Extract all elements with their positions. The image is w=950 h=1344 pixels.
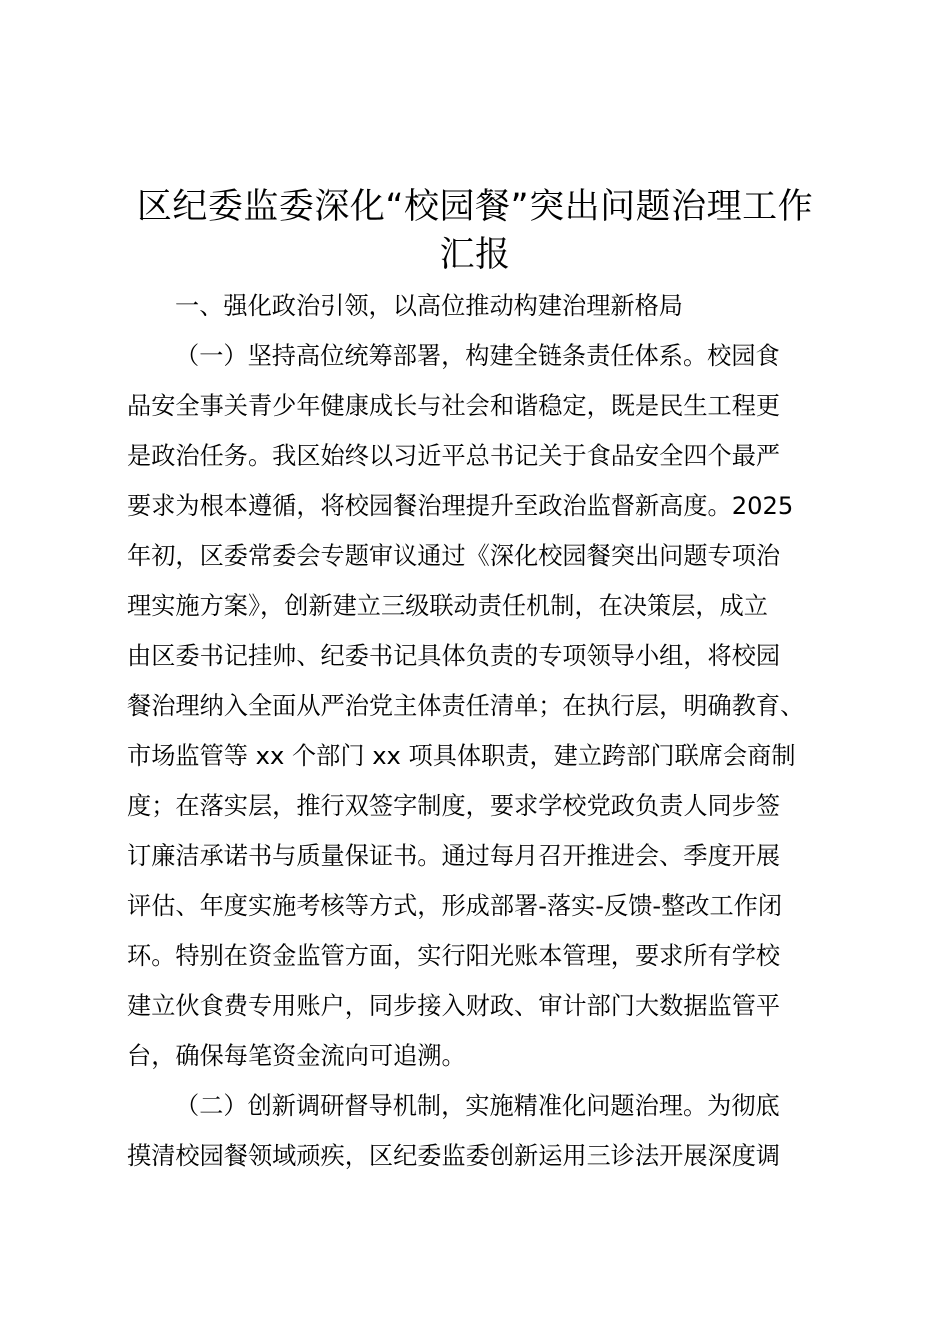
document-title: [118, 183, 832, 279]
paragraph-line: 品安全事关青少年健康成长与社会和谐稳定，既是民生工程更: [127, 392, 781, 420]
paragraph-line: 由区委书记挂帅、纪委书记具体负责的专项领导小组，将校园: [127, 642, 781, 670]
paragraph-line: 要求为根本遵循，将校园餐治理提升至政治监督新高度。2025: [127, 492, 794, 520]
paragraph-line: 订廉洁承诺书与质量保证书。通过每月召开推进会、季度开展: [127, 842, 781, 870]
paragraph-line: 度；在落实层，推行双签字制度，要求学校党政负责人同步签: [127, 792, 781, 820]
paragraph-line: 年初，区委常委会专题审议通过《深化校园餐突出问题专项治: [127, 542, 781, 570]
title-line-2: 汇报: [439, 235, 511, 275]
paragraph-line: 餐治理纳入全面从严治党主体责任清单；在执行层，明确教育、: [127, 692, 805, 720]
section-heading: 一、强化政治引领，以高位推动构建治理新格局: [175, 292, 683, 320]
paragraph-line: （二）创新调研督导机制，实施精准化问题治理。为彻底: [175, 1092, 780, 1120]
paragraph-line: 是政治任务。我区始终以习近平总书记关于食品安全四个最严: [127, 442, 781, 470]
paragraph-line: （一）坚持高位统筹部署，构建全链条责任体系。校园食: [175, 342, 780, 370]
paragraph-2: [127, 1081, 839, 1181]
paragraph-line: 摸清校园餐领域顽疾，区纪委监委创新运用三诊法开展深度调: [127, 1142, 781, 1170]
paragraph-line: 建立伙食费专用账户，同步接入财政、审计部门大数据监管平: [127, 992, 781, 1020]
paragraph-line: 市场监管等 xx 个部门 xx 项具体职责，建立跨部门联席会商制: [127, 742, 796, 770]
paragraph-1: [127, 331, 839, 1081]
document-body: [127, 281, 839, 1181]
title-line-1: 区纪委监委深化“校园餐”突出问题治理工作: [136, 187, 814, 227]
paragraph-line: 环。特别在资金监管方面，实行阳光账本管理，要求所有学校: [127, 942, 781, 970]
paragraph-line: 理实施方案》，创新建立三级联动责任机制，在决策层，成立: [127, 592, 768, 620]
paragraph-line: 台，确保每笔资金流向可追溯。: [127, 1042, 466, 1070]
paragraph-line: 评估、年度实施考核等方式，形成部署-落实-反馈-整改工作闭: [127, 892, 783, 920]
